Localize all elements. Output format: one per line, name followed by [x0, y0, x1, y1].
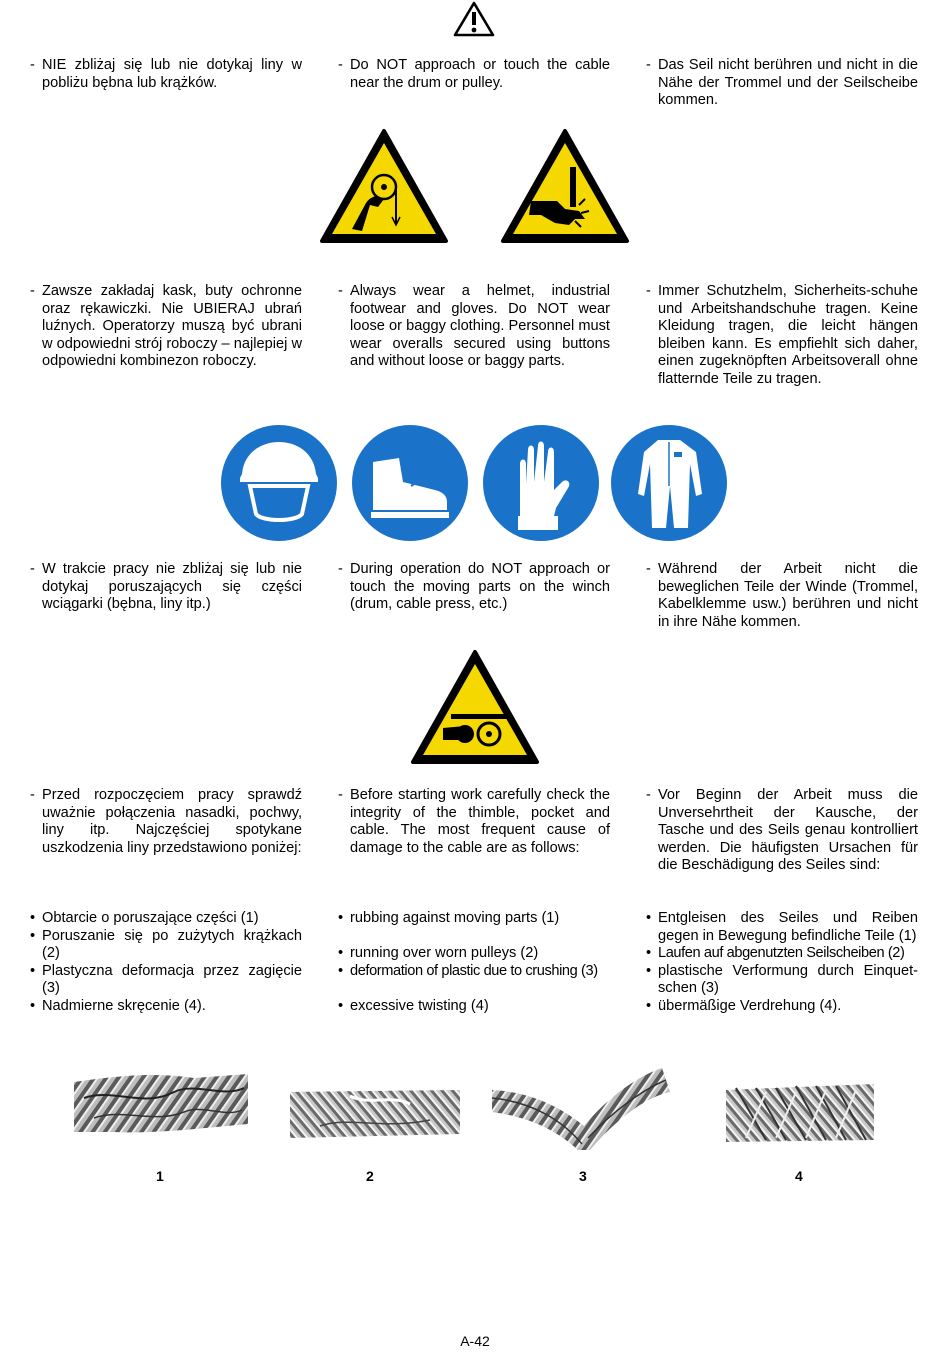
figure-label: 4: [795, 1168, 803, 1184]
section-text: Vor Beginn der Arbeit muss die Unversehrtheit der Kausche, der Tasche und des Seils genau kontrolliert werden. Die häufigsten Ursachen für die Beschädigung des Seiles sind:: [658, 787, 918, 874]
list-item: • Laufen auf abgenutzten Seilscheiben (2): [646, 945, 905, 962]
figure-label: 1: [156, 1168, 164, 1184]
section-3-text-pl: - W trakcie pracy nie zbliżaj się lub nie dotykaj poruszających się części wciągarki (bębna, liny itp.): [30, 561, 302, 613]
list-item: • Obtarcie o poruszające części (1): [30, 910, 259, 926]
list-item: • übermäßige Verdrehung (4).: [646, 997, 842, 1014]
figure-label: 2: [366, 1168, 374, 1184]
cable-abrasion-photo: [74, 1068, 248, 1140]
roller-crush-warning-icon: [409, 648, 541, 766]
overalls-mandatory-icon: [610, 424, 728, 542]
safety-boots-mandatory-icon: [351, 424, 469, 542]
damage-list-en: [338, 910, 610, 1016]
section-1-text-pl: - NIE zbliżaj się lub nie dotykaj liny w pobliżu bębna lub krążków.: [30, 57, 302, 91]
gloves-mandatory-icon: [482, 424, 600, 542]
list-item: • Entgleisen des Seiles und Reiben gegen in Bewegung befindliche Teile (1): [646, 910, 918, 944]
section-text: W trakcie pracy nie zbliżaj się lub nie dotykaj poruszających się części wciągarki (bębna, liny itp.): [42, 561, 302, 613]
section-text: Während der Arbeit nicht die beweglichen Teile der Winde (Trommel, Kabelklemme usw.) berühren und nicht in ihre Nähe kommen.: [658, 561, 918, 630]
section-1-text-de: - Das Seil nicht berühren und nicht in die Nähe der Trommel und der Seilscheibe kommen.: [646, 57, 918, 109]
section-4-text-pl: - Przed rozpoczęciem pracy sprawdź uważnie połączenia nasadki, pochwy, liny itp. Najczęściej spotykane uszkodzenia liny przedstawiono poniżej:: [30, 787, 302, 856]
cable-drum-entanglement-warning-icon: [318, 127, 450, 245]
list-item: • rubbing against moving parts (1): [338, 910, 560, 926]
list-item: • Poruszanie się po zużytych krążkach (2): [30, 927, 302, 962]
section-text: Zawsze zakładaj kask, buty ochronne oraz rękawiczki. Nie UBIERAJ ubrań luźnych. Operatorzy muszą być ubrani w odpowiedni strój roboczy – najlepiej w odpowiedni kombinezon roboczy.: [42, 283, 302, 370]
cable-crushed-kink-photo: [492, 1068, 670, 1154]
helmet-mandatory-icon: [220, 424, 338, 542]
section-2-text-en: - Always wear a helmet, industrial footwear and gloves. Do NOT wear loose or baggy clothing. Personnel must wear overalls secured using buttons and without loose or baggy parts.: [338, 283, 610, 370]
cable-twisted-photo: [726, 1080, 874, 1146]
section-text: Do NOT approach or touch the cable near the drum or pulley.: [350, 57, 610, 91]
section-3-text-de: - Während der Arbeit nicht die beweglichen Teile der Winde (Trommel, Kabelklemme usw.) berühren und nicht in ihre Nähe kommen.: [646, 561, 918, 630]
section-text: Das Seil nicht berühren und nicht in die Nähe der Trommel und der Seilscheibe kommen.: [658, 57, 918, 109]
section-text: NIE zbliżaj się lub nie dotykaj liny w pobliżu bębna lub krążków.: [42, 57, 302, 91]
section-text: Przed rozpoczęciem pracy sprawdź uważnie połączenia nasadki, pochwy, liny itp. Najczęściej spotykane uszkodzenia liny przedstawiono poniżej:: [42, 787, 302, 856]
section-2-text-pl: - Zawsze zakładaj kask, buty ochronne oraz rękawiczki. Nie UBIERAJ ubrań luźnych. Operatorzy muszą być ubrani w odpowiedni strój roboczy – najlepiej w odpowiedni kombinezon roboczy.: [30, 283, 302, 370]
section-text: Immer Schutzhelm, Sicherheits-schuhe und Arbeitshandschuhe tragen. Keine Kleidung tragen, die leicht hängen bleiben kann. Es empfiehlt sich daher, einen zugeknöpften Arbeitsoverall ohne flatternde Teile zu tragen.: [658, 283, 918, 387]
section-1-text-en: - Do NOT approach or touch the cable near the drum or pulley.: [338, 57, 610, 91]
section-4-text-en: - Before starting work carefully check the integrity of the thimble, pocket and cable. The most frequent cause of damage to the cable are as follows:: [338, 787, 610, 856]
damage-list-de: [646, 910, 918, 1016]
section-4-text-de: - Vor Beginn der Arbeit muss die Unversehrtheit der Kausche, der Tasche und des Seils genau kontrolliert werden. Die häufigsten Ursachen für die Beschädigung des Seiles sind:: [646, 787, 918, 874]
page-number: A-42: [460, 1333, 490, 1349]
list-item: • excessive twisting (4): [338, 997, 489, 1014]
list-item: • Plastyczna deformacja przez zagięcie (3): [30, 962, 302, 997]
section-text: Before starting work carefully check the integrity of the thimble, pocket and cable. The most frequent cause of damage to the cable are as follows:: [350, 787, 610, 856]
figure-label: 3: [579, 1168, 587, 1184]
section-text: Always wear a helmet, industrial footwear and gloves. Do NOT wear loose or baggy clothing. Personnel must wear overalls secured using buttons and without loose or baggy parts.: [350, 283, 610, 370]
warning-triangle-icon: [452, 0, 496, 38]
list-item: • plastische Verformung durch Einquet-schen (3): [646, 962, 918, 997]
section-3-text-en: - During operation do NOT approach or touch the moving parts on the winch (drum, cable press, etc.): [338, 561, 610, 613]
list-item: • running over worn pulleys (2): [338, 945, 539, 962]
hand-cut-warning-icon: [499, 127, 631, 245]
list-item: • deformation of plastic due to crushing (3): [338, 962, 598, 979]
cable-worn-pulley-photo: [290, 1086, 460, 1142]
section-2-text-de: - Immer Schutzhelm, Sicherheits-schuhe und Arbeitshandschuhe tragen. Keine Kleidung tragen, die leicht hängen bleiben kann. Es empfiehlt sich daher, einen zugeknöpften Arbeitsoverall ohne flatternde Teile zu tragen.: [646, 283, 918, 387]
list-item: • Nadmierne skręcenie (4).: [30, 997, 206, 1014]
section-text: During operation do NOT approach or touch the moving parts on the winch (drum, cable press, etc.): [350, 561, 610, 613]
damage-list-pl: [30, 910, 302, 1016]
